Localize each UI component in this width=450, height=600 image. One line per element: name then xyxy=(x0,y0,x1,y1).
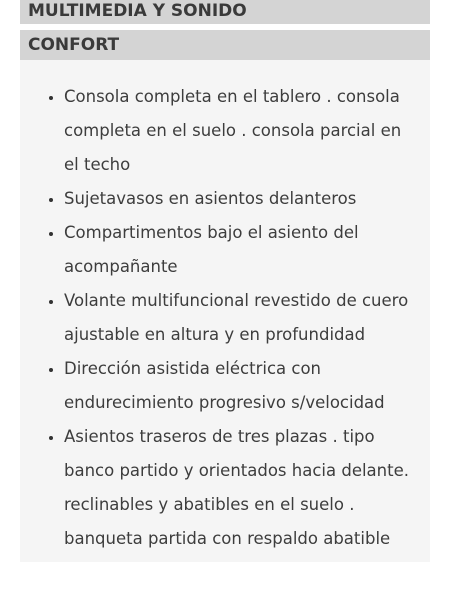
section-title: MULTIMEDIA Y SONIDO xyxy=(28,1,247,21)
list-item: • Consola completa en el tablero . consola completa en el suelo . consola parcial en el techo xyxy=(64,80,430,182)
confort-content xyxy=(20,60,430,562)
list-item: • Volante multifuncional revestido de cuero ajustable en altura y en profundidad xyxy=(64,284,430,352)
section-header-confort[interactable] xyxy=(20,30,430,60)
list-item: • Asientos traseros de tres plazas . tipo banco partido y orientados hacia delante. reclinables y abatibles en el suelo . banqueta partida con respaldo abatible xyxy=(64,420,430,556)
section-title: CONFORT xyxy=(28,35,120,55)
list-item: • Sujetavasos en asientos delanteros xyxy=(64,182,430,216)
list-item: • Dirección asistida eléctrica con endurecimiento progresivo s/velocidad xyxy=(64,352,430,420)
feature-list xyxy=(20,80,430,556)
section-header-multimedia[interactable] xyxy=(20,0,430,24)
list-item: • Compartimentos bajo el asiento del acompañante xyxy=(64,216,430,284)
